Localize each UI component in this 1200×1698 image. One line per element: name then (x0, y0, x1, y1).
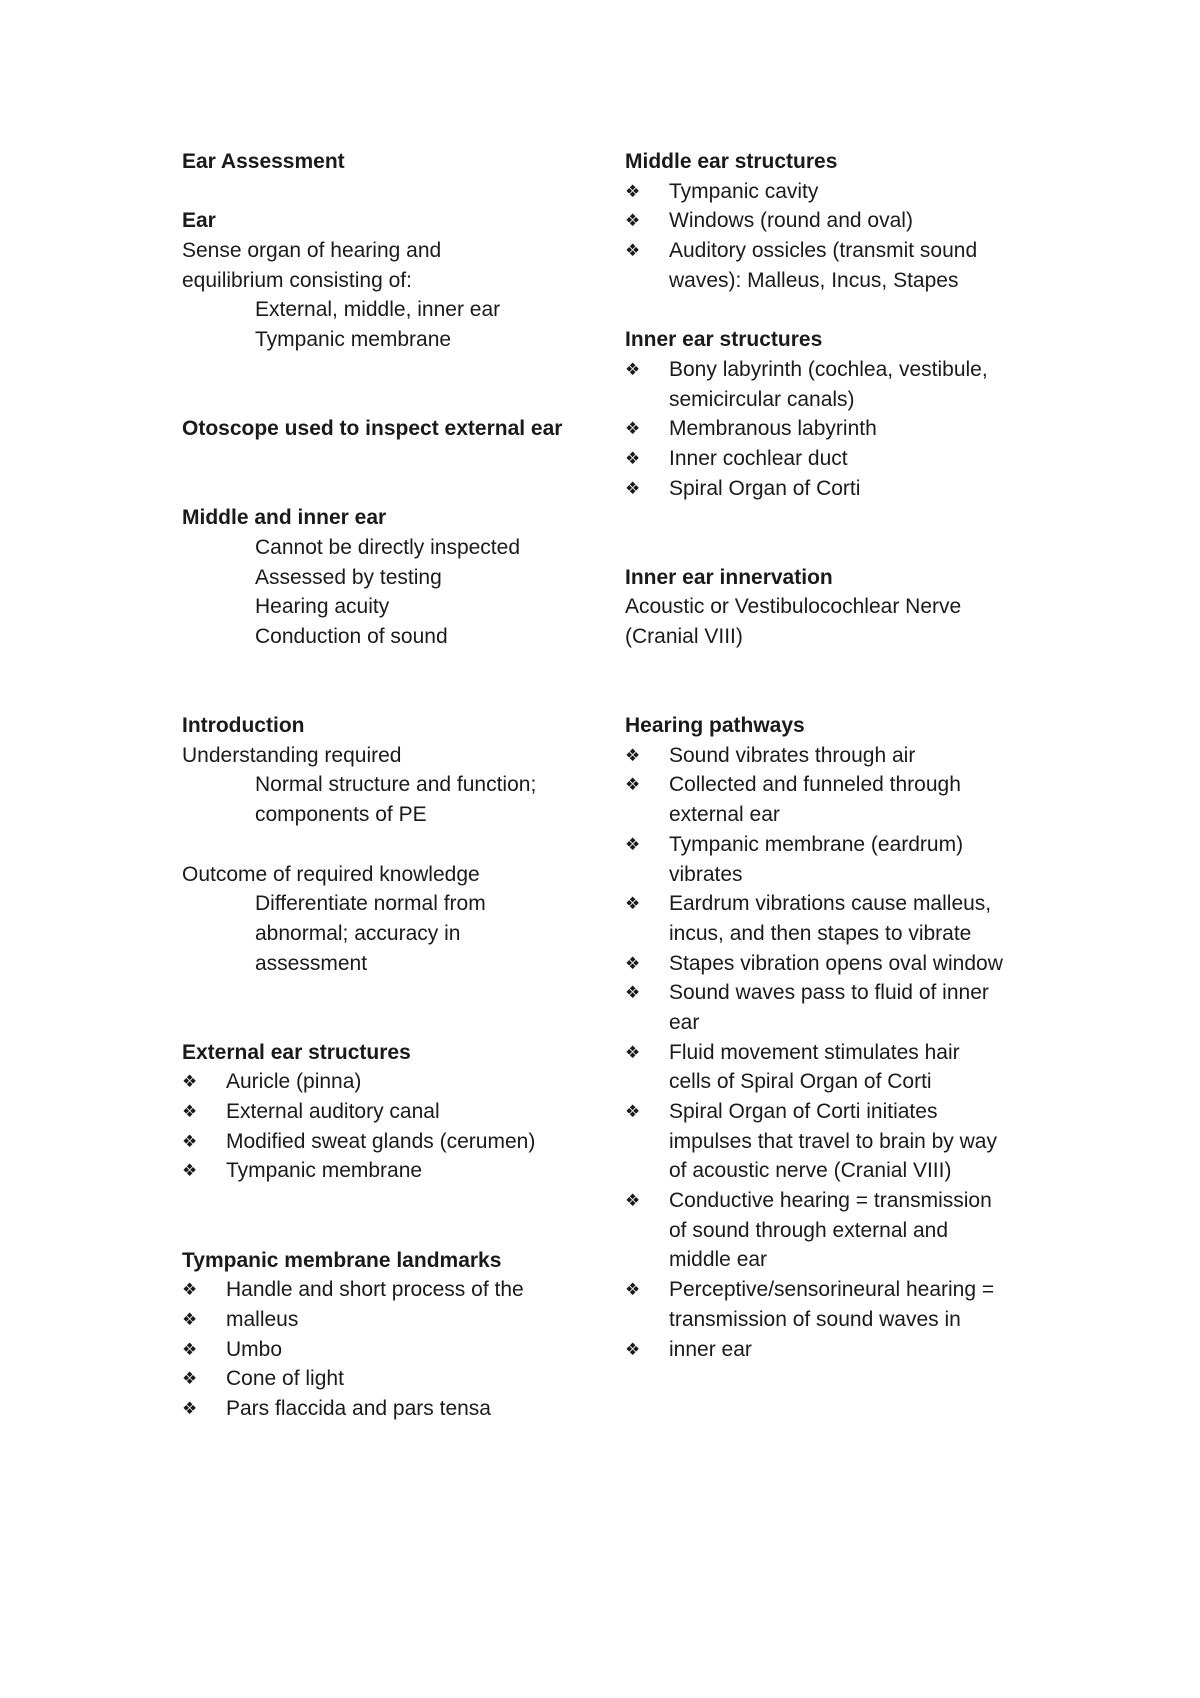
introduction-sub-item: Normal structure and function; (255, 773, 537, 797)
diamond-bullet-icon: ❖ (625, 1191, 641, 1211)
middle-inner-sub-item: Cannot be directly inspected (255, 535, 520, 559)
diamond-bullet-icon: ❖ (625, 241, 641, 261)
list-item: ❖ Tympanic membrane (182, 1156, 602, 1186)
introduction-sub-item: components of PE (255, 803, 427, 827)
list-item: ❖ External auditory canal (182, 1097, 602, 1127)
hearing-pathways-heading: Hearing pathways (625, 714, 805, 738)
diamond-bullet-icon: ❖ (625, 181, 641, 201)
diamond-bullet-icon: ❖ (625, 1102, 641, 1122)
list-item: ❖ Sound vibrates through air (625, 741, 1045, 771)
diamond-bullet-icon: ❖ (625, 359, 641, 379)
list-item: ❖ Eardrum vibrations cause malleus, (625, 889, 1045, 919)
list-item: ❖ Membranous labyrinth (625, 414, 1045, 444)
innervation-heading: Inner ear innervation (625, 565, 833, 589)
ear-heading: Ear (182, 209, 216, 233)
ear-sub-item: External, middle, inner ear (255, 298, 501, 322)
list-item: ❖ Windows (round and oval) (625, 206, 1045, 236)
list-item: ❖ Stapes vibration opens oval window (625, 949, 1045, 979)
diamond-bullet-icon: ❖ (182, 1072, 198, 1092)
list-item-continuation: ear (669, 1010, 700, 1034)
list-item: ❖ Sound waves pass to fluid of inner (625, 978, 1045, 1008)
list-item-continuation: external ear (669, 803, 780, 827)
innervation-line: (Cranial VIII) (625, 625, 743, 649)
document-title: Ear Assessment (182, 150, 345, 173)
inner-ear-heading: Inner ear structures (625, 328, 823, 352)
diamond-bullet-icon: ❖ (625, 894, 641, 914)
list-item: ❖ Tympanic membrane (eardrum) (625, 830, 1045, 860)
external-ear-heading: External ear structures (182, 1040, 411, 1064)
diamond-bullet-icon: ❖ (182, 1369, 198, 1389)
otoscope-heading: Otoscope used to inspect external ear (182, 417, 563, 441)
middle-ear-heading: Middle ear structures (625, 150, 838, 173)
outcome-sub-item: assessment (255, 951, 368, 975)
ear-sub-item: Tympanic membrane (255, 328, 452, 352)
diamond-bullet-icon: ❖ (182, 1309, 198, 1329)
outcome-sub-item: abnormal; accuracy in (255, 921, 461, 945)
list-item-continuation: of sound through external and (669, 1218, 949, 1242)
list-item: ❖ malleus (182, 1305, 602, 1335)
list-item-continuation: vibrates (669, 862, 743, 886)
diamond-bullet-icon: ❖ (625, 1280, 641, 1300)
list-item: ❖ Conductive hearing = transmission (625, 1186, 1045, 1216)
list-item-continuation: of acoustic nerve (Cranial VIII) (669, 1159, 952, 1183)
outcome-sub-item: Differentiate normal from (255, 892, 486, 916)
list-item: ❖ Handle and short process of the (182, 1275, 602, 1305)
list-item-continuation: incus, and then stapes to vibrate (669, 921, 972, 945)
middle-inner-sub-item: Assessed by testing (255, 565, 442, 589)
diamond-bullet-icon: ❖ (182, 1339, 198, 1359)
ear-desc-line: equilibrium consisting of: (182, 268, 412, 292)
list-item: ❖ Inner cochlear duct (625, 444, 1045, 474)
diamond-bullet-icon: ❖ (182, 1280, 198, 1300)
diamond-bullet-icon: ❖ (182, 1161, 198, 1181)
list-item-continuation: middle ear (669, 1248, 768, 1272)
right-column (625, 147, 1045, 1364)
list-item: ❖ Modified sweat glands (cerumen) (182, 1127, 602, 1157)
diamond-bullet-icon: ❖ (625, 1042, 641, 1062)
diamond-bullet-icon: ❖ (625, 775, 641, 795)
diamond-bullet-icon: ❖ (182, 1131, 198, 1151)
diamond-bullet-icon: ❖ (182, 1398, 198, 1418)
list-item: ❖ inner ear (625, 1335, 1045, 1365)
list-item: ❖ Spiral Organ of Corti initiates (625, 1097, 1045, 1127)
diamond-bullet-icon: ❖ (625, 211, 641, 231)
list-item: ❖ Fluid movement stimulates hair (625, 1038, 1045, 1068)
list-item: ❖ Auditory ossicles (transmit sound (625, 236, 1045, 266)
middle-inner-sub-item: Conduction of sound (255, 625, 448, 649)
list-item: ❖ Bony labyrinth (cochlea, vestibule, (625, 355, 1045, 385)
diamond-bullet-icon: ❖ (625, 983, 641, 1003)
diamond-bullet-icon: ❖ (625, 953, 641, 973)
list-item: ❖ Umbo (182, 1335, 602, 1365)
list-item: ❖ Spiral Organ of Corti (625, 474, 1045, 504)
diamond-bullet-icon: ❖ (625, 448, 641, 468)
list-item-continuation: transmission of sound waves in (669, 1307, 961, 1331)
outcome-line: Outcome of required knowledge (182, 862, 480, 886)
innervation-line: Acoustic or Vestibulocochlear Nerve (625, 595, 962, 619)
introduction-line: Understanding required (182, 743, 402, 767)
list-item: ❖ Collected and funneled through (625, 770, 1045, 800)
introduction-heading: Introduction (182, 714, 305, 738)
middle-inner-sub-item: Hearing acuity (255, 595, 390, 619)
list-item-continuation: impulses that travel to brain by way (669, 1129, 997, 1153)
diamond-bullet-icon: ❖ (625, 745, 641, 765)
diamond-bullet-icon: ❖ (625, 834, 641, 854)
list-item-continuation: waves): Malleus, Incus, Stapes (669, 268, 959, 292)
list-item: ❖ Pars flaccida and pars tensa (182, 1394, 602, 1424)
list-item: ❖ Cone of light (182, 1364, 602, 1394)
list-item-continuation: cells of Spiral Organ of Corti (669, 1070, 932, 1094)
diamond-bullet-icon: ❖ (625, 1339, 641, 1359)
diamond-bullet-icon: ❖ (625, 478, 641, 498)
diamond-bullet-icon: ❖ (182, 1102, 198, 1122)
ear-desc-line: Sense organ of hearing and (182, 239, 442, 263)
list-item: ❖ Perceptive/sensorineural hearing = (625, 1275, 1045, 1305)
list-item: ❖ Auricle (pinna) (182, 1067, 602, 1097)
list-item-continuation: semicircular canals) (669, 387, 855, 411)
landmarks-heading: Tympanic membrane landmarks (182, 1248, 502, 1272)
middle-inner-heading: Middle and inner ear (182, 506, 387, 530)
diamond-bullet-icon: ❖ (625, 419, 641, 439)
left-column (182, 147, 602, 1424)
list-item: ❖ Tympanic cavity (625, 177, 1045, 207)
